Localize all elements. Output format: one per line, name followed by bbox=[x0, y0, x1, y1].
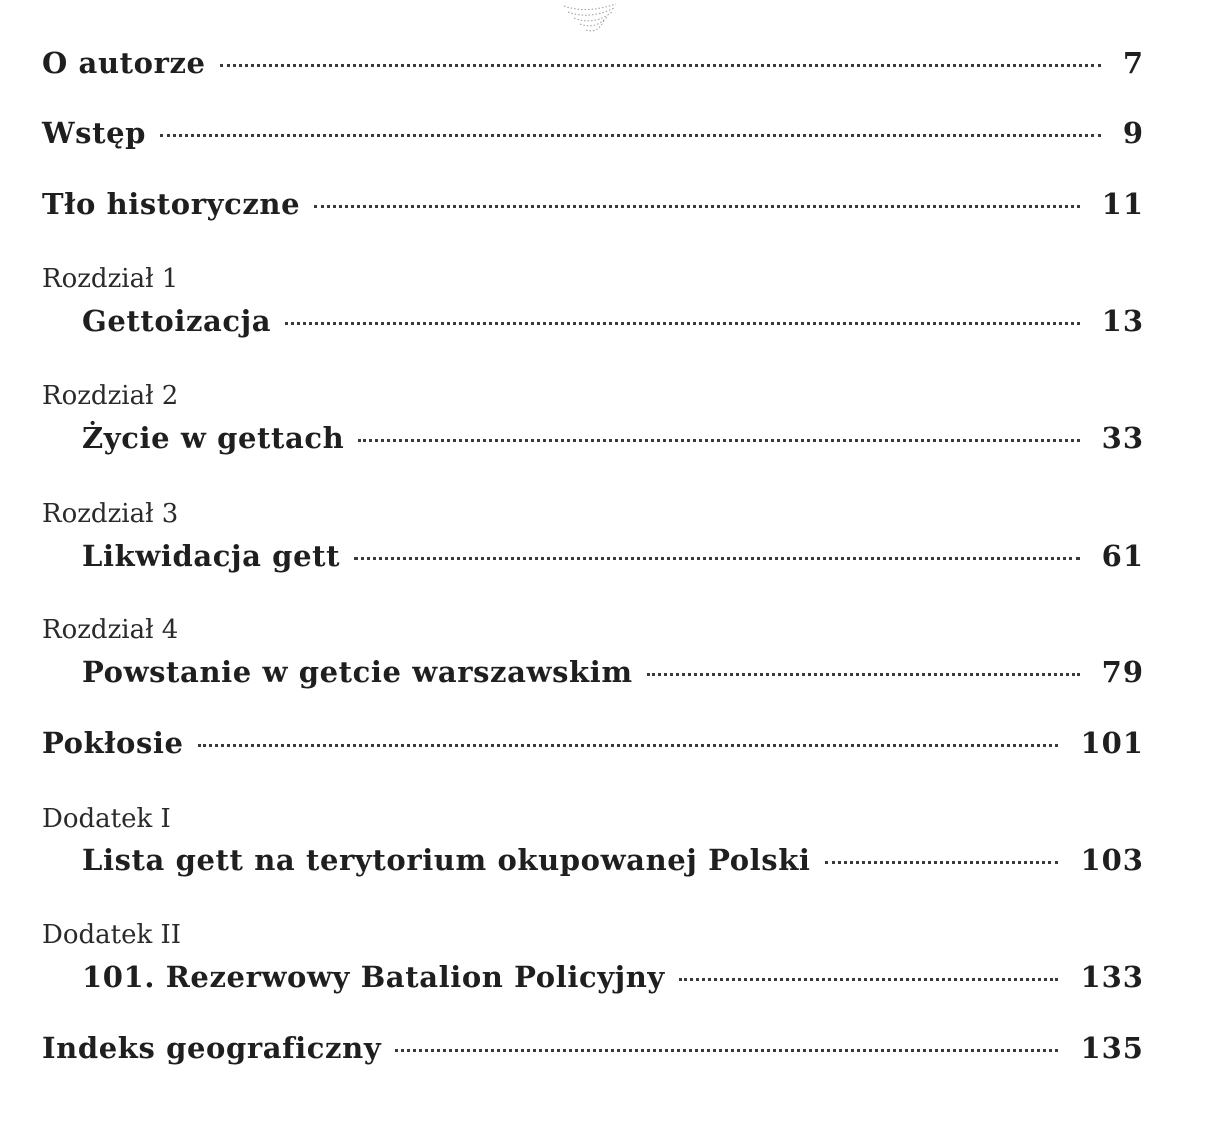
dot-leader bbox=[220, 64, 1101, 67]
toc-entry-title: 101. Rezerwowy Batalion Policyjny bbox=[82, 960, 665, 994]
toc-entry-title: O autorze bbox=[42, 46, 206, 80]
dot-leader bbox=[198, 744, 1059, 747]
dot-leader bbox=[395, 1049, 1058, 1052]
toc-entry-page: 135 bbox=[1080, 1031, 1144, 1065]
toc-entry-page: 79 bbox=[1101, 655, 1144, 689]
dot-leader bbox=[358, 439, 1079, 442]
dot-leader bbox=[354, 557, 1080, 560]
toc-entry-aftermath bbox=[42, 726, 1144, 760]
toc-entry-page: 9 bbox=[1122, 116, 1144, 150]
toc-entry-page: 11 bbox=[1101, 187, 1144, 221]
toc-entry-page: 33 bbox=[1101, 421, 1144, 455]
toc-entry-chapter-2 bbox=[82, 421, 1144, 455]
toc-entry-appendix-2 bbox=[82, 960, 1144, 994]
ornament-icon bbox=[556, 0, 626, 36]
toc-entry-page: 7 bbox=[1122, 46, 1144, 80]
toc-entry-about-author bbox=[42, 46, 1144, 80]
chapter-label-4: Rozdział 4 bbox=[42, 615, 179, 645]
toc-entry-appendix-1 bbox=[82, 843, 1144, 877]
dot-leader bbox=[679, 978, 1059, 981]
toc-entry-title: Lista gett na terytorium okupowanej Polski bbox=[82, 843, 811, 877]
toc-entry-introduction bbox=[42, 116, 1144, 150]
toc-entry-chapter-3 bbox=[82, 539, 1144, 573]
toc-entry-page: 133 bbox=[1080, 960, 1144, 994]
chapter-label-2: Rozdział 2 bbox=[42, 381, 179, 411]
dot-leader bbox=[285, 322, 1079, 325]
toc-entry-page: 103 bbox=[1080, 843, 1144, 877]
appendix-label-2: Dodatek II bbox=[42, 920, 182, 950]
toc-entry-title: Życie w gettach bbox=[82, 421, 345, 455]
dot-leader bbox=[647, 673, 1080, 676]
toc-entry-historical-background bbox=[42, 187, 1144, 221]
toc-entry-title: Indeks geograficzny bbox=[42, 1031, 382, 1065]
toc-entry-title: Likwidacja gett bbox=[82, 539, 341, 573]
chapter-label-1: Rozdział 1 bbox=[42, 264, 179, 294]
toc-entry-title: Powstanie w getcie warszawskim bbox=[82, 655, 633, 689]
dot-leader bbox=[160, 134, 1101, 137]
toc-entry-geographic-index bbox=[42, 1031, 1144, 1065]
toc-entry-title: Wstęp bbox=[42, 116, 147, 150]
toc-entry-page: 13 bbox=[1101, 304, 1144, 338]
toc-entry-page: 61 bbox=[1101, 539, 1144, 573]
toc-entry-chapter-4 bbox=[82, 655, 1144, 689]
appendix-label-1: Dodatek I bbox=[42, 804, 171, 834]
dot-leader bbox=[825, 861, 1059, 864]
chapter-label-3: Rozdział 3 bbox=[42, 499, 179, 529]
toc-entry-title: Pokłosie bbox=[42, 726, 184, 760]
toc-entry-page: 101 bbox=[1080, 726, 1144, 760]
dot-leader bbox=[314, 205, 1080, 208]
toc-entry-title: Gettoizacja bbox=[82, 304, 272, 338]
toc-entry-title: Tło historyczne bbox=[42, 187, 301, 221]
toc-entry-chapter-1 bbox=[82, 304, 1144, 338]
